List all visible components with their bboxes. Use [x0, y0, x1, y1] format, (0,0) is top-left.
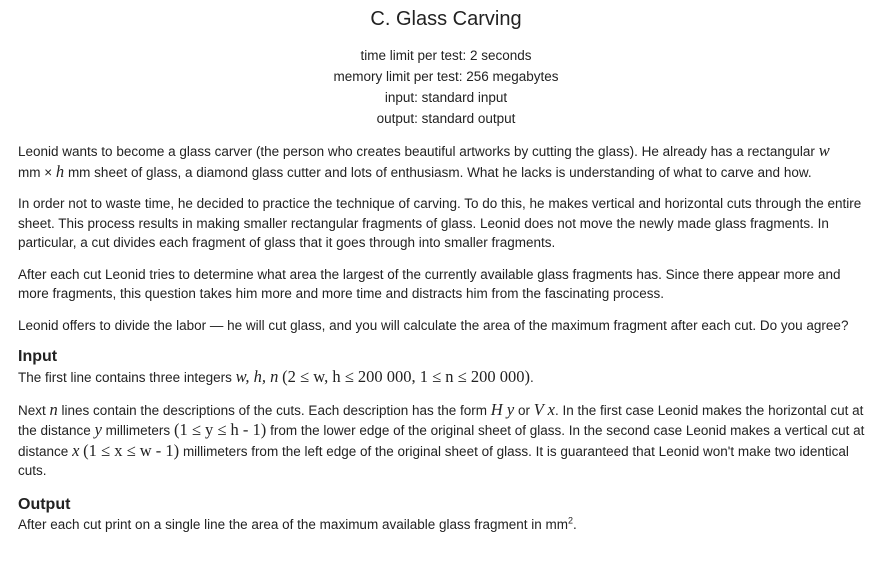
statement-paragraph-4: Leonid offers to divide the labor — he will cut glass, and you will calculate the area of the maximum fragment after each cut. Do you agree?: [18, 317, 849, 333]
time-limit: time limit per test: 2 seconds: [360, 48, 532, 63]
problem-limits: [18, 45, 874, 129]
problem-title: C. Glass Carving: [370, 8, 522, 30]
problem-statement: [18, 141, 874, 534]
statement-paragraph-2: In order not to waste time, he decided to practice the technique of carving. To do this, he makes vertical and horizontal cuts through the entire sheet. This process results in making smaller rectangular fragments of glass. Leonid does not move the newly made glass fragments. In particular, a cut divides each fragment of glass that it goes through into smaller fragments.: [18, 196, 862, 250]
memory-limit: memory limit per test: 256 megabytes: [333, 69, 559, 84]
input-paragraph-2: Next n lines contain the descriptions of the cuts. Each description has the form H y or V x. In the first case Leonid makes the horizontal cut at the distance y millimeters (1 ≤ y ≤ h - 1) from the lower edge of the original sheet of glass. In the second case Leonid makes a vertical cut at distance x (1 ≤ x ≤ w - 1) millimeters from the left edge of the original sheet of glass. It is guaranteed that Leonid won't make two identical cuts.: [18, 399, 865, 478]
problem-header: [18, 0, 874, 129]
output-section-title: Output: [18, 495, 71, 513]
problem-page: [18, 0, 874, 546]
input-paragraph-1: The first line contains three integers w, h, n (2 ≤ w, h ≤ 200 000, 1 ≤ n ≤ 200 000).: [18, 367, 534, 386]
output-file: output: standard output: [376, 111, 516, 126]
statement-paragraph-1: Leonid wants to become a glass carver (the person who creates beautiful artworks by cutting the glass). He already has a rectangular w mm × h mm sheet of glass, a diamond glass cutter and lots of enthusiasm. What he lacks is understanding of what to carve and how.: [18, 141, 830, 181]
input-section-title: Input: [18, 348, 58, 365]
output-paragraph-1: After each cut print on a single line the area of the maximum available glass fragment in $mm^2$.: [18, 515, 577, 532]
input-file: input: standard input: [384, 90, 508, 105]
statement-paragraph-3: After each cut Leonid tries to determine what area the largest of the currently available glass fragments has. Since there appear more and more fragments, this question takes him more and more time and distracts him from the fascinating process.: [18, 266, 841, 301]
